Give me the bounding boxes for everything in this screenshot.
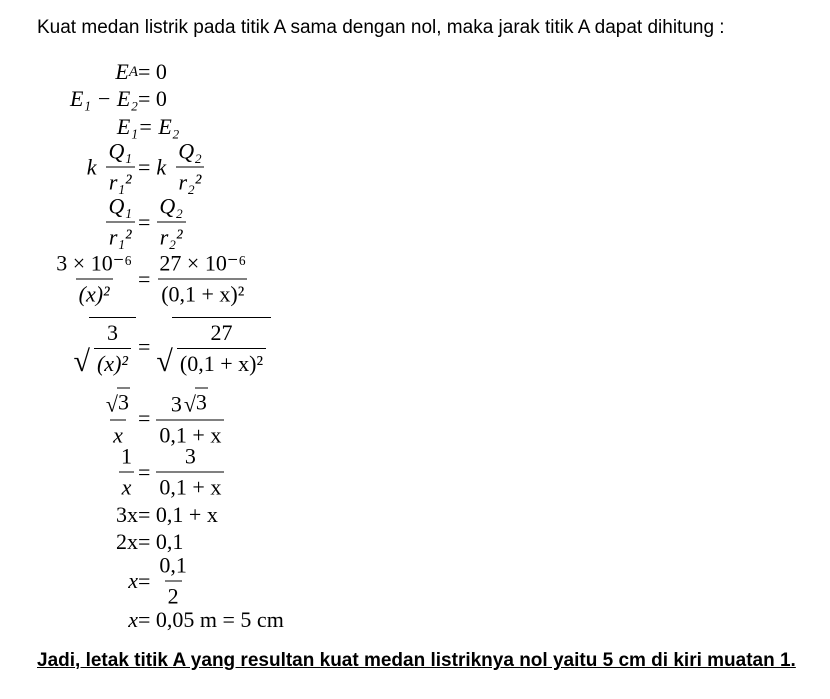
step-1-lhs-sub: A [128,63,138,80]
step-13-lhs: x [128,607,138,632]
step-4-fraction-left: $\frac{\text{Q₁}}{\text{r₁²}}$ [105,139,135,196]
step-6-fraction-left: $\frac{\text{3 × 10⁻⁶}}{\text{(x)²}}$ [56,250,132,307]
step-5-fraction-left: $\frac{\text{Q₁}}{\text{r₁²}}$ [105,194,135,251]
step-13-rhs: = 0,05 m = 5 cm [138,607,284,632]
step-7-fraction-left: $\frac{3}{\text{(x)²}}$ [94,320,131,377]
radical-icon: √ [105,391,118,417]
radical-icon: √ [73,345,90,378]
step-8-fraction-right: 3 √ 3 0,1 + x [156,388,224,449]
step-4-fraction-right: $\frac{\text{Q₂}}{\text{r₂²}}$ [175,139,205,196]
step-12-fraction: $\frac{0,1}{2}$ [159,552,187,609]
sqrt-right [156,317,271,377]
radical-icon: √ [183,391,196,417]
step-10-lhs: 3x [116,502,138,527]
step-2-rhs: = 0 [138,86,167,111]
sqrt-3: √ 3 [183,389,207,417]
step-11-rhs: = 0,1 [138,529,184,554]
step-3-rhs: = E₂ [138,114,180,139]
radical-icon: √ [156,345,173,378]
step-7-fraction-right: $\frac{27}{\text{(0,1 + x)²}}$ [177,320,266,377]
conclusion-text: Jadi, letak titik A yang resultan kuat medan listriknya nol yaitu 5 cm di kiri muatan 1. [37,650,796,671]
step-1-lhs: E [115,59,129,84]
step-1-rhs: = 0 [138,59,167,84]
step-11-lhs: 2x [116,529,138,554]
step-4-k: k [86,154,97,179]
step-9-fraction-right: $\frac{3}{0,1 + x}$ [156,444,224,501]
intro-text: Kuat medan listrik pada titik A sama dengan nol, maka jarak titik A dapat dihitung : [37,17,725,38]
step-8-fraction-left: √ 3 x [105,389,129,448]
step-3-lhs: E₁ [116,114,138,139]
sqrt-left [74,317,136,377]
step-2-lhs: E₁ − E₂ [69,86,138,111]
step-6-fraction-right: $\frac{\text{27 × 10⁻⁶}}{\text{(0,1 + x)²}}$ [159,250,247,307]
step-10-rhs: = 0,1 + x [138,502,218,527]
sqrt-3: √ 3 [105,389,129,417]
step-5-fraction-right: $\frac{\text{Q₂}}{\text{r₂²}}$ [156,194,186,251]
step-9-fraction-left: $\frac{1}{x}$ [118,444,135,501]
step-12-lhs: x [128,568,138,593]
